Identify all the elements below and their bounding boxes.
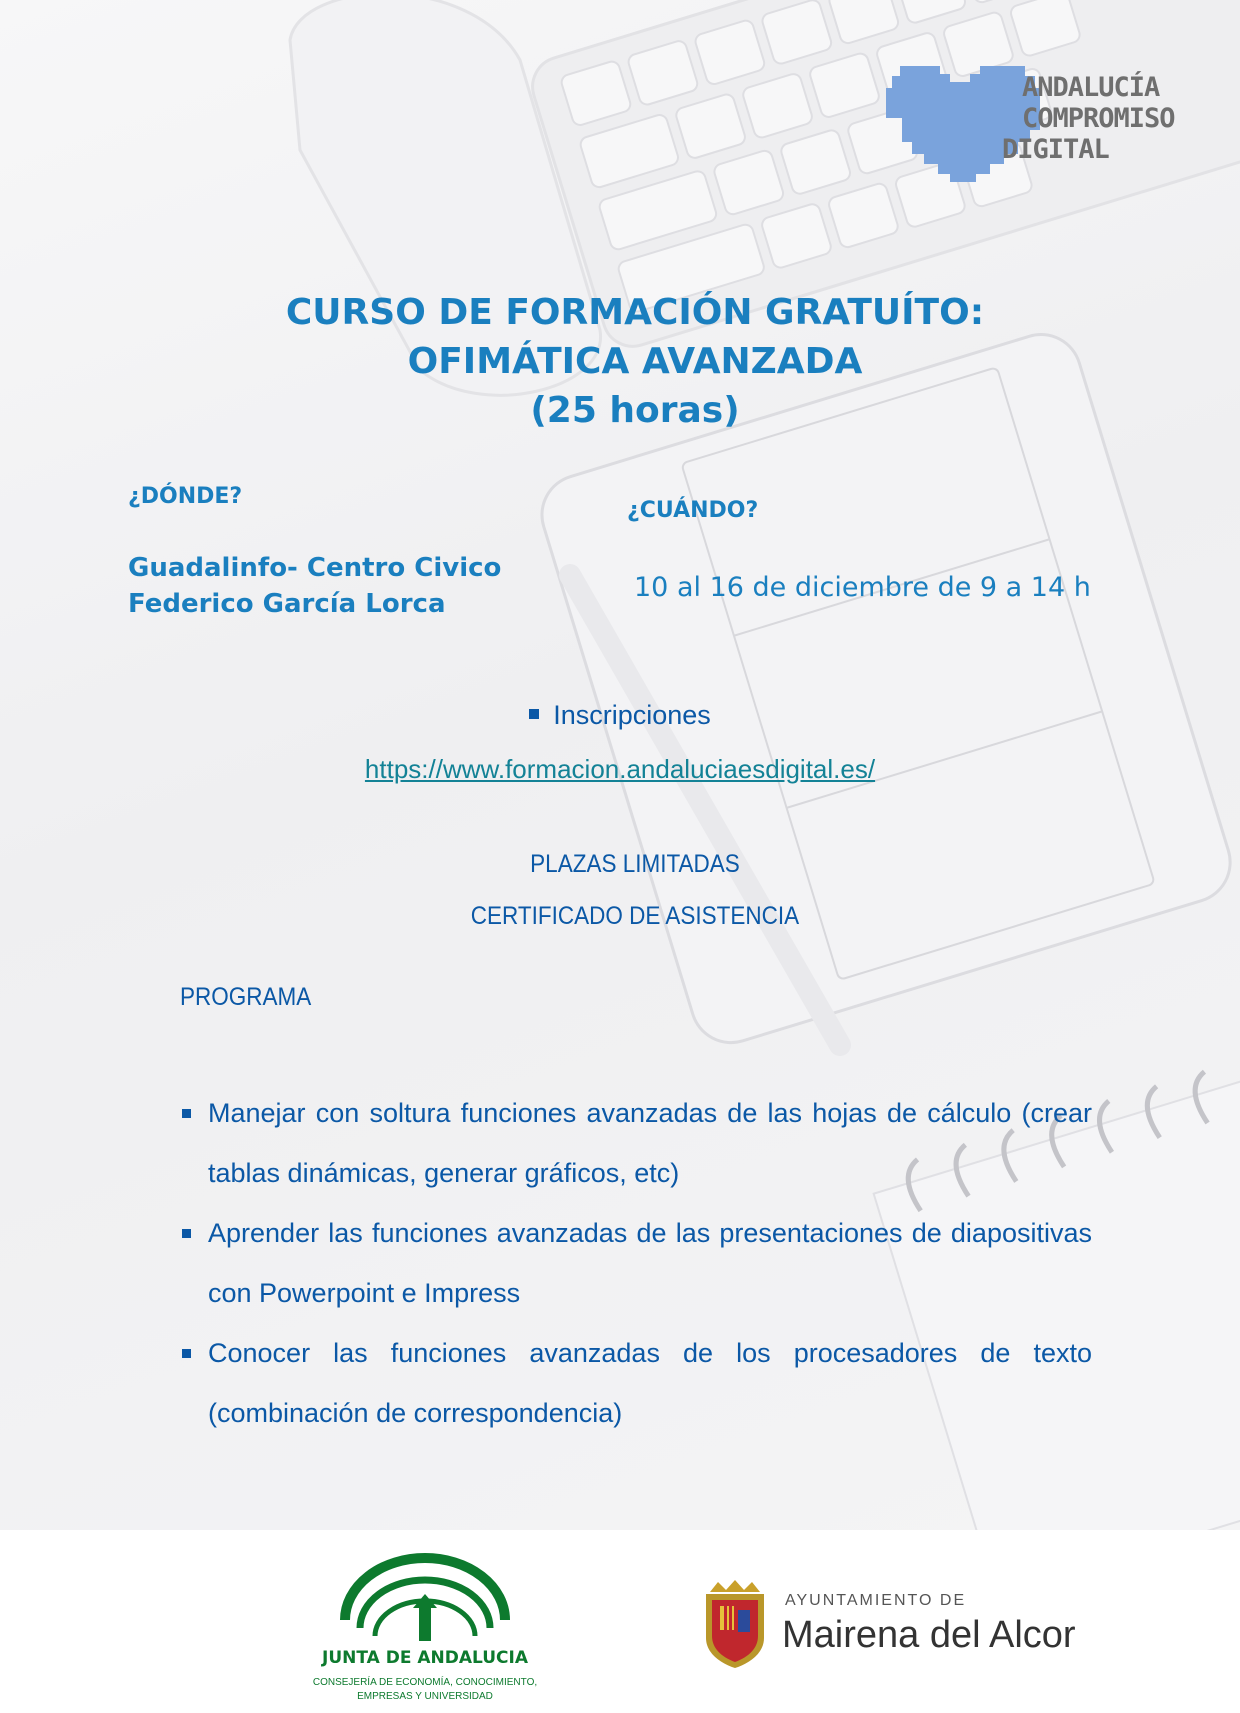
ayuntamiento-label: AYUNTAMIENTO DE — [785, 1592, 967, 1609]
when-heading: ¿CUÁNDO? — [627, 498, 759, 523]
junta-sub-line-2: EMPRESAS Y UNIVERSIDAD — [357, 1691, 493, 1702]
program-item: Aprender las funciones avanzadas de las presentaciones de diapositivas con Powerpoint e Impress — [180, 1203, 1092, 1323]
program-heading: PROGRAMA — [180, 983, 312, 1011]
registration-heading — [0, 700, 1240, 731]
andalucia-compromiso-digital-logo — [880, 58, 1210, 188]
title-line-1: CURSO DE FORMACIÓN GRATUÍTO: — [285, 292, 985, 333]
brand-line-2: COMPROMISO — [1022, 103, 1175, 134]
junta-sub-line-1: CONSEJERÍA DE ECONOMÍA, CONOCIMIENTO, — [312, 1677, 538, 1688]
coat-of-arms-icon — [700, 1580, 770, 1670]
program-list — [180, 1083, 1092, 1443]
mairena-name: Mairena del Alcor — [782, 1614, 1076, 1656]
junta-arc-emblem-icon — [305, 1550, 545, 1650]
brand-line-3: DIGITAL — [1002, 134, 1109, 165]
registration-link[interactable]: https://www.formacion.andaluciaesdigital.es/ — [364, 754, 876, 784]
junta-name: JUNTA DE ANDALUCIA — [322, 1648, 528, 1668]
course-title — [120, 288, 1150, 435]
brand-line-1: ANDALUCÍA — [1022, 72, 1160, 103]
where-location — [128, 550, 548, 622]
junta-andalucia-logo — [305, 1550, 545, 1710]
certificate-note: CERTIFICADO DE ASISTENCIA — [470, 902, 800, 930]
limited-places-note: PLAZAS LIMITADAS — [530, 850, 740, 878]
where-line-2: Federico García Lorca — [128, 589, 446, 619]
title-line-3: (25 horas) — [530, 390, 740, 431]
bullet-icon — [529, 709, 539, 719]
where-heading: ¿DÓNDE? — [128, 484, 243, 509]
program-item: Conocer las funciones avanzadas de los procesadores de texto (combinación de correspondencia) — [180, 1323, 1092, 1443]
registration-label: Inscripciones — [553, 700, 711, 730]
junta-department — [305, 1676, 545, 1704]
title-line-2: OFIMÁTICA AVANZADA — [407, 341, 863, 382]
ayuntamiento-mairena-logo — [700, 1580, 1080, 1680]
when-dates: 10 al 16 de diciembre de 9 a 14 h — [634, 572, 1091, 603]
where-line-1: Guadalinfo- Centro Civico — [128, 553, 502, 583]
program-item: Manejar con soltura funciones avanzadas de las hojas de cálculo (crear tablas dinámicas, generar gráficos, etc) — [180, 1083, 1092, 1203]
footer-logos — [0, 1530, 1240, 1713]
